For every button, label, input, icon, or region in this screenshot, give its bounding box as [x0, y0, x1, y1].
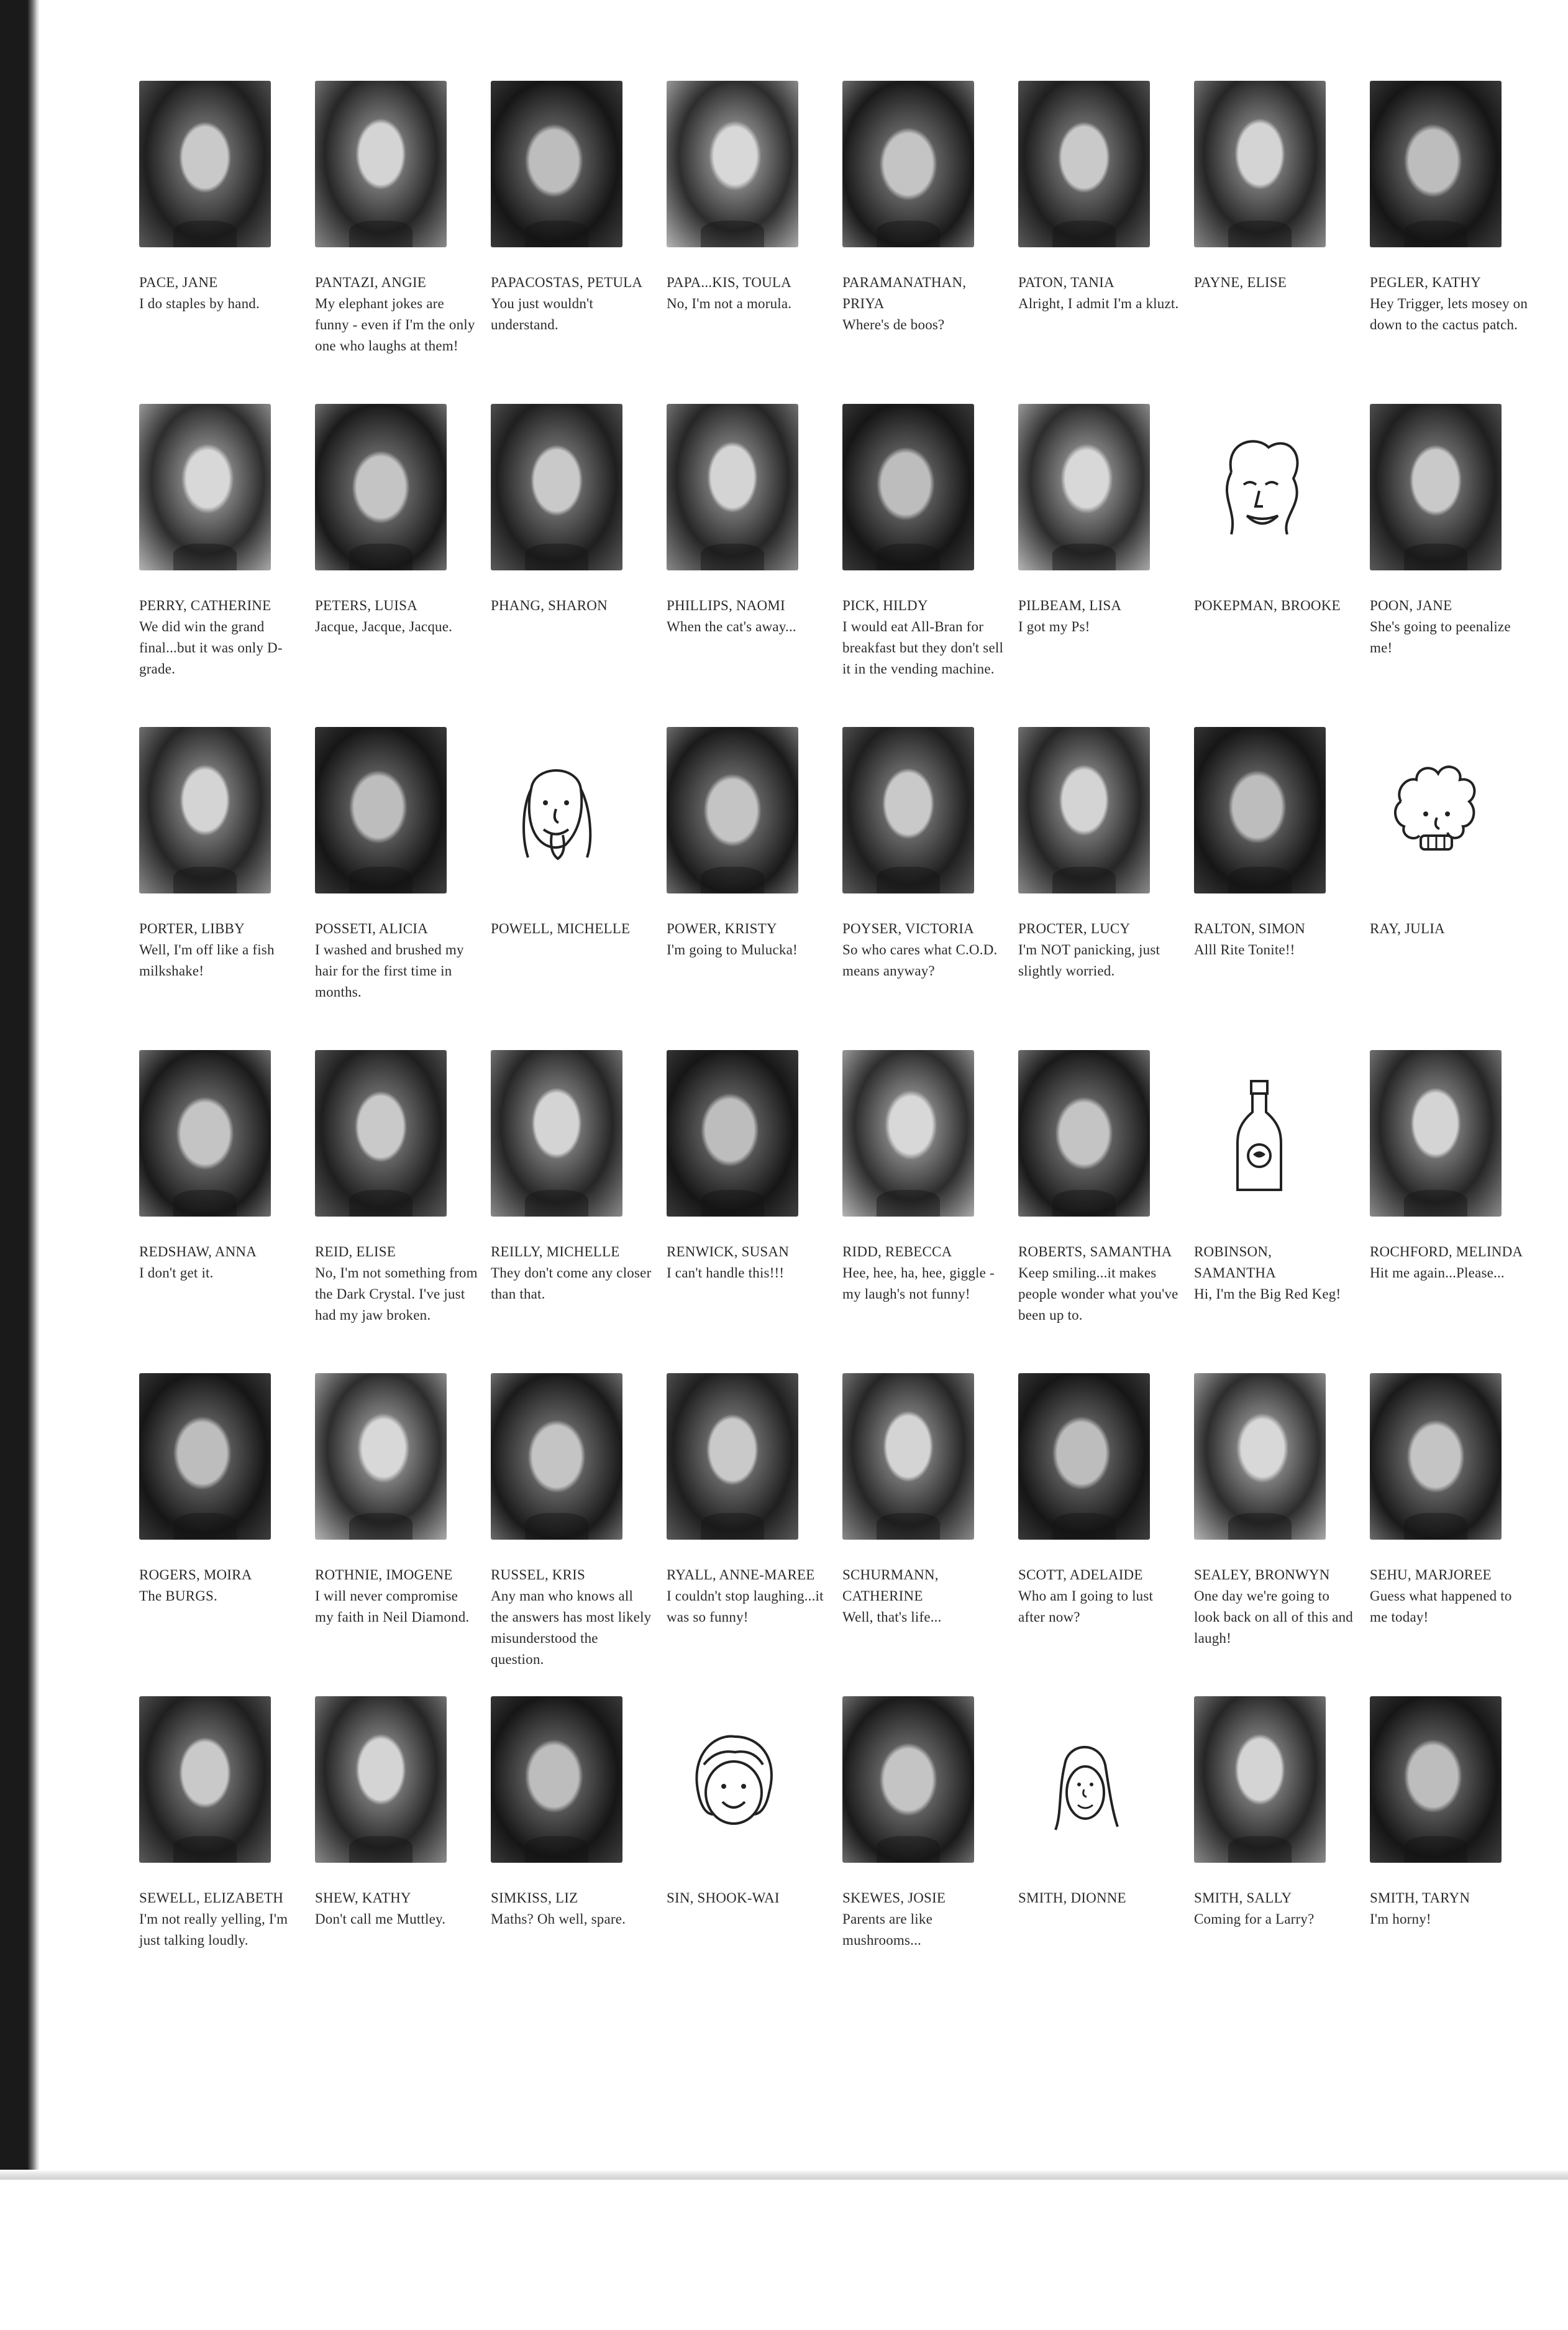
student-entry-sehu-marjoree	[1365, 1361, 1541, 1684]
student-name: RENWICK, SUSAN	[667, 1244, 790, 1259]
student-name: RALTON, SIMON	[1194, 921, 1305, 936]
student-quote: I can't handle this!!!	[667, 1265, 785, 1281]
doodle-face-small-icon	[1031, 1721, 1136, 1845]
book-spine-edge	[0, 0, 40, 2180]
student-name: RAY, JULIA	[1370, 921, 1445, 936]
student-caption	[1370, 918, 1533, 939]
student-photo	[315, 727, 447, 893]
student-entry-procter-lucy	[1013, 715, 1189, 1038]
student-quote: Any man who knows all the answers has most likely misunderstood the question.	[491, 1588, 652, 1667]
student-caption	[491, 595, 654, 616]
student-entry-pilbeam-lisa	[1013, 391, 1189, 715]
student-entry-papacostas-petula	[486, 68, 662, 391]
student-name: PHILLIPS, NAOMI	[667, 598, 785, 613]
student-caption	[139, 1888, 302, 1951]
student-caption	[491, 1241, 654, 1305]
student-entry-paton-tania	[1013, 68, 1189, 391]
student-entry-rochford-melinda	[1365, 1038, 1541, 1361]
student-quote: One day we're going to look back on all of this and laugh!	[1194, 1588, 1353, 1646]
student-name: ROGERS, MOIRA	[139, 1567, 252, 1583]
student-caption	[667, 272, 829, 314]
student-photo	[1018, 1373, 1150, 1540]
student-photo	[1194, 1373, 1326, 1540]
student-name: SHEW, KATHY	[315, 1890, 411, 1906]
student-entry-pantazi-angie	[310, 68, 486, 391]
student-quote: I would eat All-Bran for breakfast but they don't sell it in the vending machine.	[842, 619, 1004, 677]
student-entry-shew-kathy	[310, 1684, 486, 2007]
student-caption	[1194, 1565, 1357, 1649]
student-quote: We did win the grand final...but it was only D-grade.	[139, 619, 283, 677]
student-photo	[315, 81, 447, 247]
student-caption	[667, 1888, 829, 1909]
student-photo	[842, 404, 974, 570]
student-caption	[1018, 918, 1181, 982]
student-quote: Hit me again...Please...	[1370, 1265, 1505, 1281]
student-caption	[315, 595, 478, 637]
student-caption	[667, 1565, 829, 1628]
student-entry-peters-luisa	[310, 391, 486, 715]
student-name: REID, ELISE	[315, 1244, 396, 1259]
student-entry-phang-sharon	[486, 391, 662, 715]
student-entry-smith-sally	[1189, 1684, 1365, 2007]
student-quote: No, I'm not something from the Dark Crystal. I've just had my jaw broken.	[315, 1265, 478, 1323]
student-entry-scott-adelaide	[1013, 1361, 1189, 1684]
student-name: SMITH, SALLY	[1194, 1890, 1292, 1906]
student-entry-sewell-elizabeth	[134, 1684, 310, 2007]
doodle-face-tongue-icon	[503, 752, 609, 876]
student-caption	[1018, 272, 1181, 314]
student-photo	[842, 1050, 974, 1217]
student-name: PORTER, LIBBY	[139, 921, 245, 936]
student-name: PILBEAM, LISA	[1018, 598, 1122, 613]
student-quote: I got my Ps!	[1018, 619, 1090, 634]
student-name: RIDD, REBECCA	[842, 1244, 952, 1259]
student-photo	[667, 81, 798, 247]
student-caption	[1018, 1565, 1181, 1628]
student-name: POKEPMAN, BROOKE	[1194, 598, 1341, 613]
student-caption	[842, 1565, 1005, 1628]
student-entry-poyser-victoria	[837, 715, 1013, 1038]
student-caption	[1370, 1888, 1533, 1930]
student-photo	[491, 1696, 622, 1863]
student-photo	[842, 81, 974, 247]
student-name: SEHU, MARJOREE	[1370, 1567, 1492, 1583]
student-quote: Alll Rite Tonite!!	[1194, 942, 1295, 957]
student-entry-ridd-rebecca	[837, 1038, 1013, 1361]
student-entry-porter-libby	[134, 715, 310, 1038]
doodle-face-wild-hair-icon	[1206, 429, 1312, 553]
student-photo	[1370, 404, 1502, 570]
student-name: POSSETI, ALICIA	[315, 921, 428, 936]
student-photo	[139, 727, 271, 893]
student-photo	[1194, 727, 1326, 893]
student-photo	[139, 81, 271, 247]
doodle-face-curly-icon	[1382, 752, 1488, 876]
student-caption	[491, 272, 654, 336]
student-photo	[842, 727, 974, 893]
student-caption	[1194, 1888, 1357, 1930]
student-quote: Alright, I admit I'm a kluzt.	[1018, 296, 1179, 311]
student-quote: Guess what happened to me today!	[1370, 1588, 1512, 1625]
student-caption	[842, 918, 1005, 982]
student-caption	[315, 1565, 478, 1628]
student-photo	[667, 1050, 798, 1217]
student-name: SEALEY, BRONWYN	[1194, 1567, 1330, 1583]
student-entry-pace-jane	[134, 68, 310, 391]
student-photo	[1370, 81, 1502, 247]
student-name: SMITH, TARYN	[1370, 1890, 1470, 1906]
student-caption	[1194, 595, 1357, 616]
student-caption	[1194, 918, 1357, 961]
student-quote: When the cat's away...	[667, 619, 796, 634]
student-caption	[1194, 1241, 1357, 1305]
student-caption	[1018, 1888, 1181, 1909]
student-caption	[1370, 1565, 1533, 1628]
student-quote: They don't come any closer than that.	[491, 1265, 652, 1302]
student-photo	[1370, 1050, 1502, 1217]
student-entry-rogers-moira	[134, 1361, 310, 1684]
student-caption	[139, 1241, 302, 1284]
student-entry-rothnie-imogene	[310, 1361, 486, 1684]
student-caption	[315, 1888, 478, 1930]
student-name: ROBINSON, SAMANTHA	[1194, 1244, 1276, 1281]
student-entry-roberts-samantha	[1013, 1038, 1189, 1361]
student-caption	[491, 1888, 654, 1930]
student-photo	[139, 404, 271, 570]
student-name: POYSER, VICTORIA	[842, 921, 974, 936]
student-entry-schurmann-catherine	[837, 1361, 1013, 1684]
student-photo	[139, 1050, 271, 1217]
student-photo	[667, 404, 798, 570]
student-photo	[491, 404, 622, 570]
student-photo	[315, 1373, 447, 1540]
student-name: PAPACOSTAS, PETULA	[491, 275, 643, 290]
student-caption	[315, 272, 478, 357]
student-caption	[139, 918, 302, 982]
student-quote: My elephant jokes are funny - even if I'm the only one who laughs at them!	[315, 296, 475, 354]
student-name: PANTAZI, ANGIE	[315, 275, 426, 290]
student-entry-simkiss-liz	[486, 1684, 662, 2007]
student-entry-russel-kris	[486, 1361, 662, 1684]
student-quote: Hi, I'm the Big Red Keg!	[1194, 1286, 1341, 1302]
student-caption	[667, 918, 829, 961]
student-photo	[1370, 1696, 1502, 1863]
student-entry-pick-hildy	[837, 391, 1013, 715]
student-quote: Don't call me Muttley.	[315, 1911, 446, 1927]
student-quote: I couldn't stop laughing...it was so funny!	[667, 1588, 824, 1625]
student-quote: I don't get it.	[139, 1265, 214, 1281]
student-quote: Hee, hee, ha, hee, giggle - my laugh's not funny!	[842, 1265, 995, 1302]
student-entry-papa-kis-toula	[662, 68, 837, 391]
student-quote: I'm not really yelling, I'm just talking loudly.	[139, 1911, 288, 1948]
student-photo	[1018, 1050, 1150, 1217]
student-quote: Coming for a Larry?	[1194, 1911, 1315, 1927]
student-entry-poon-jane	[1365, 391, 1541, 715]
student-name: ROBERTS, SAMANTHA	[1018, 1244, 1172, 1259]
student-caption	[1018, 1241, 1181, 1326]
student-photo	[1194, 81, 1326, 247]
student-caption	[1370, 595, 1533, 659]
student-entry-sealey-bronwyn	[1189, 1361, 1365, 1684]
student-quote: I'm horny!	[1370, 1911, 1431, 1927]
student-caption	[315, 1241, 478, 1326]
student-caption	[139, 595, 302, 680]
student-photo	[1370, 1373, 1502, 1540]
student-entry-redshaw-anna	[134, 1038, 310, 1361]
student-caption	[842, 1888, 1005, 1951]
student-name: ROCHFORD, MELINDA	[1370, 1244, 1523, 1259]
student-name: PHANG, SHARON	[491, 598, 608, 613]
student-name: POON, JANE	[1370, 598, 1452, 613]
student-quote: She's going to peenalize me!	[1370, 619, 1511, 656]
student-photo	[1194, 1696, 1326, 1863]
student-name: SCHURMANN, CATHERINE	[842, 1567, 939, 1604]
student-caption	[139, 272, 302, 314]
student-caption	[1370, 1241, 1533, 1284]
student-name: PAPA...KIS, TOULA	[667, 275, 791, 290]
student-photo	[139, 1696, 271, 1863]
student-name: SIMKISS, LIZ	[491, 1890, 578, 1906]
student-entry-paramanathan-priya	[837, 68, 1013, 391]
student-quote: Where's de boos?	[842, 317, 945, 332]
student-photo	[315, 404, 447, 570]
student-caption	[1370, 272, 1533, 336]
student-photo	[1018, 727, 1150, 893]
student-entry-posseti-alicia	[310, 715, 486, 1038]
student-name: SKEWES, JOSIE	[842, 1890, 946, 1906]
student-quote: Jacque, Jacque, Jacque.	[315, 619, 453, 634]
student-quote: I'm going to Mulucka!	[667, 942, 798, 957]
student-quote: Well, I'm off like a fish milkshake!	[139, 942, 275, 979]
student-name: POWELL, MICHELLE	[491, 921, 631, 936]
student-entry-reid-elise	[310, 1038, 486, 1361]
student-entry-perry-catherine	[134, 391, 310, 715]
student-name: PATON, TANIA	[1018, 275, 1114, 290]
student-name: RYALL, ANNE-MAREE	[667, 1567, 815, 1583]
student-name: PAYNE, ELISE	[1194, 275, 1287, 290]
student-caption	[1194, 272, 1357, 293]
student-caption	[842, 1241, 1005, 1305]
student-caption	[842, 595, 1005, 680]
student-quote: Hey Trigger, lets mosey on down to the cactus patch.	[1370, 296, 1528, 332]
doodle-bottle-icon	[1206, 1075, 1312, 1199]
student-entry-ryall-anne-maree	[662, 1361, 837, 1684]
student-name: REDSHAW, ANNA	[139, 1244, 257, 1259]
student-photo	[139, 1373, 271, 1540]
student-photo	[667, 1373, 798, 1540]
student-entry-robinson-samantha	[1189, 1038, 1365, 1361]
student-caption	[667, 595, 829, 637]
student-name: RUSSEL, KRIS	[491, 1567, 585, 1583]
student-photo	[1018, 81, 1150, 247]
student-entry-ray-julia	[1365, 715, 1541, 1038]
student-caption	[491, 918, 654, 939]
student-quote: The BURGS.	[139, 1588, 217, 1604]
yearbook-grid	[134, 68, 1541, 2330]
student-caption	[842, 272, 1005, 336]
student-name: PARAMANATHAN, PRIYA	[842, 275, 967, 311]
student-entry-phillips-naomi	[662, 391, 837, 715]
student-name: PETERS, LUISA	[315, 598, 417, 613]
student-entry-smith-dionne	[1013, 1684, 1189, 2007]
student-entry-sin-shook-wai	[662, 1684, 837, 2007]
student-entry-power-kristy	[662, 715, 837, 1038]
student-quote: No, I'm not a morula.	[667, 296, 792, 311]
student-name: ROTHNIE, IMOGENE	[315, 1567, 453, 1583]
page-bottom-edge	[0, 2170, 1568, 2180]
student-caption	[667, 1241, 829, 1284]
student-quote: So who cares what C.O.D. means anyway?	[842, 942, 998, 979]
student-caption	[491, 1565, 654, 1670]
student-entry-payne-elise	[1189, 68, 1365, 391]
student-quote: Parents are like mushrooms...	[842, 1911, 932, 1948]
student-quote: Maths? Oh well, spare.	[491, 1911, 626, 1927]
student-name: PEGLER, KATHY	[1370, 275, 1481, 290]
student-name: SEWELL, ELIZABETH	[139, 1890, 284, 1906]
student-quote: Who am I going to lust after now?	[1018, 1588, 1154, 1625]
student-photo	[491, 81, 622, 247]
student-entry-ralton-simon	[1189, 715, 1365, 1038]
student-name: REILLY, MICHELLE	[491, 1244, 620, 1259]
student-name: PROCTER, LUCY	[1018, 921, 1131, 936]
student-quote: I washed and brushed my hair for the first time in months.	[315, 942, 464, 1000]
student-entry-powell-michelle	[486, 715, 662, 1038]
student-name: PICK, HILDY	[842, 598, 928, 613]
student-photo	[491, 1373, 622, 1540]
student-entry-renwick-susan	[662, 1038, 837, 1361]
student-name: PACE, JANE	[139, 275, 218, 290]
student-photo	[842, 1696, 974, 1863]
student-name: SMITH, DIONNE	[1018, 1890, 1126, 1906]
student-quote: You just wouldn't understand.	[491, 296, 593, 332]
student-entry-reilly-michelle	[486, 1038, 662, 1361]
student-caption	[1018, 595, 1181, 637]
student-entry-skewes-josie	[837, 1684, 1013, 2007]
student-caption	[315, 918, 478, 1003]
student-quote: Keep smiling...it makes people wonder what you've been up to.	[1018, 1265, 1178, 1323]
student-photo	[315, 1696, 447, 1863]
student-name: SCOTT, ADELAIDE	[1018, 1567, 1143, 1583]
student-quote: I will never compromise my faith in Neil Diamond.	[315, 1588, 470, 1625]
student-quote: I'm NOT panicking, just slightly worried.	[1018, 942, 1160, 979]
student-entry-smith-taryn	[1365, 1684, 1541, 2007]
student-photo	[1018, 404, 1150, 570]
student-quote: Well, that's life...	[842, 1609, 942, 1625]
student-entry-pegler-kathy	[1365, 68, 1541, 391]
student-photo	[491, 1050, 622, 1217]
student-photo	[842, 1373, 974, 1540]
student-quote: I do staples by hand.	[139, 296, 260, 311]
student-photo	[315, 1050, 447, 1217]
student-name: PERRY, CATHERINE	[139, 598, 271, 613]
student-entry-pokepman-brooke	[1189, 391, 1365, 715]
student-photo	[667, 727, 798, 893]
doodle-face-bob-icon	[679, 1721, 785, 1845]
student-name: POWER, KRISTY	[667, 921, 777, 936]
student-name: SIN, SHOOK-WAI	[667, 1890, 780, 1906]
student-caption	[139, 1565, 302, 1607]
